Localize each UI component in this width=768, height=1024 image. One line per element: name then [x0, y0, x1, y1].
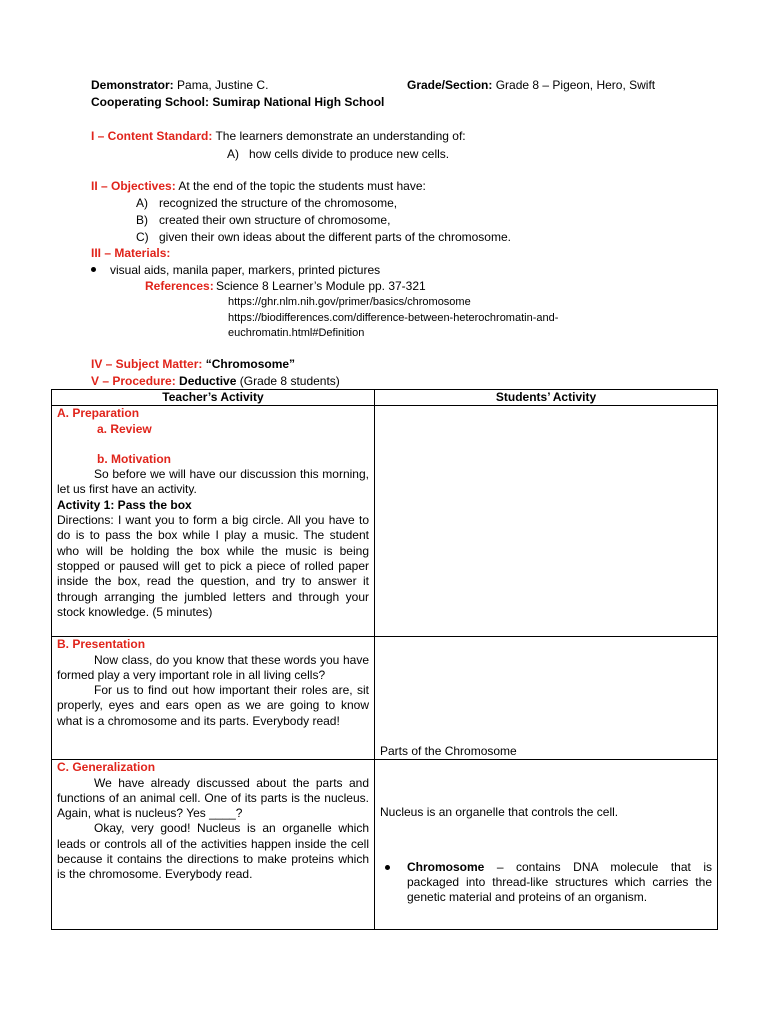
bullet-icon	[91, 267, 96, 272]
chromosome-bullet-item	[380, 860, 712, 906]
table-row-preparation	[52, 406, 718, 637]
objective-b-text: created their own structure of chromosome,	[159, 213, 391, 227]
grade-line	[407, 78, 655, 93]
presentation-paragraph-2: For us to find out how important their roles are, sit properly, eyes and ears open as we are going to know what is a chromosome and its parts. Everybody read!	[57, 683, 369, 728]
objectives-label: II – Objectives:	[91, 179, 176, 193]
content-standard-item-marker: A)	[227, 147, 239, 161]
table-header-row	[52, 390, 718, 406]
spacer	[380, 760, 712, 805]
reference-link-biodifferences-cont: euchromatin.html#Definition	[228, 327, 365, 339]
school-line	[91, 95, 384, 110]
references-label: References:	[145, 279, 214, 293]
motivation-intro: So before we will have our discussion this morning, let us first have an activity.	[57, 467, 369, 497]
chromosome-definition: – contains DNA molecule that is packaged into thread-like structures which carries the genetic material and proteins of an organism.	[407, 859, 712, 905]
school-label: Cooperating School:	[91, 95, 209, 109]
generalization-title: C. Generalization	[57, 760, 156, 775]
demonstrator-value: Pama, Justine C.	[177, 78, 269, 92]
teacher-activity-header: Teacher’s Activity	[52, 390, 375, 406]
generalization-paragraph-1: We have already discussed about the parts and functions of an animal cell. One of its parts is the nucleus. Again, what is nucleus? Yes ____?	[57, 775, 369, 821]
subject-matter-line	[91, 357, 295, 372]
generalization-students-cell	[375, 760, 718, 930]
chromosome-term: Chromosome	[407, 859, 485, 874]
table-row-generalization	[52, 760, 718, 930]
activity-directions: Directions: I want you to form a big circle. All you have to do is to pass the box while I play a music. The student who will be holding the box while the music is being stopped or paused will get to pick a piece of rolled paper inside the box, read the question, and try to answer it through arranging the jumbled letters and through your stock knowledge. (5 minutes)	[57, 513, 369, 619]
objective-a-marker: A)	[136, 196, 148, 210]
objectives-line	[91, 179, 426, 194]
presentation-student-text: Parts of the Chromosome	[380, 744, 517, 758]
reference-link-ghr: https://ghr.nlm.nih.gov/primer/basics/chromosome	[228, 296, 471, 308]
materials-label: III – Materials:	[91, 246, 171, 260]
objective-b-marker: B)	[136, 213, 148, 227]
grade-value: Grade 8 – Pigeon, Hero, Swift	[495, 78, 656, 92]
generalization-paragraph-2: Okay, very good! Nucleus is an organelle which leads or controls all of the activities happen inside the cell because it contains the directions to make proteins which is the chromosome. Everybody read.	[57, 821, 369, 882]
presentation-title: B. Presentation	[57, 637, 146, 652]
procedure-line	[91, 374, 340, 389]
table-row-presentation	[52, 637, 718, 760]
procedure-table	[51, 389, 718, 930]
preparation-teacher-cell	[52, 406, 375, 637]
school-value: Sumirap National High School	[212, 95, 385, 109]
preparation-students-cell	[375, 406, 718, 637]
content-standard-label: I – Content Standard:	[91, 129, 213, 143]
presentation-teacher-cell	[52, 637, 375, 760]
content-standard-text: The learners demonstrate an understanding of:	[215, 129, 466, 143]
objectives-text: At the end of the topic the students must have:	[178, 179, 426, 193]
objective-c-marker: C)	[136, 230, 149, 244]
grade-label: Grade/Section:	[407, 78, 493, 92]
materials-bullet-item	[91, 263, 380, 278]
content-standard-item-text: how cells divide to produce new cells.	[249, 147, 450, 161]
generalization-teacher-cell	[52, 760, 375, 930]
demonstrator-line	[91, 78, 268, 93]
bullet-icon	[385, 865, 390, 870]
presentation-students-cell	[375, 637, 718, 760]
content-standard-line	[91, 129, 466, 144]
review-subtitle: a. Review	[97, 421, 152, 436]
spacer	[57, 437, 369, 452]
nucleus-answer: Nucleus is an organelle that controls the cell.	[380, 805, 619, 820]
spacer	[380, 821, 712, 860]
motivation-subtitle: b. Motivation	[97, 451, 171, 466]
subject-matter-label: IV – Subject Matter:	[91, 357, 203, 371]
activity-title: Activity 1: Pass the box	[57, 497, 192, 512]
preparation-title: A. Preparation	[57, 406, 140, 421]
reference-link-biodifferences: https://biodifferences.com/difference-between-heterochromatin-and-	[228, 312, 559, 324]
subject-matter-value: “Chromosome”	[205, 357, 296, 371]
procedure-label: V – Procedure:	[91, 374, 176, 388]
materials-bullet-text: visual aids, manila paper, markers, printed pictures	[110, 263, 381, 277]
objective-c-text: given their own ideas about the different parts of the chromosome.	[159, 230, 511, 244]
objective-a-text: recognized the structure of the chromosome,	[159, 196, 398, 210]
procedure-method: Deductive	[179, 374, 237, 388]
presentation-paragraph-1: Now class, do you know that these words you have formed play a very important role in all living cells?	[57, 652, 369, 682]
demonstrator-label: Demonstrator:	[91, 78, 174, 92]
students-activity-header: Students’ Activity	[375, 390, 718, 406]
reference-module: Science 8 Learner’s Module pp. 37-321	[216, 279, 426, 293]
procedure-note: (Grade 8 students)	[239, 374, 340, 388]
